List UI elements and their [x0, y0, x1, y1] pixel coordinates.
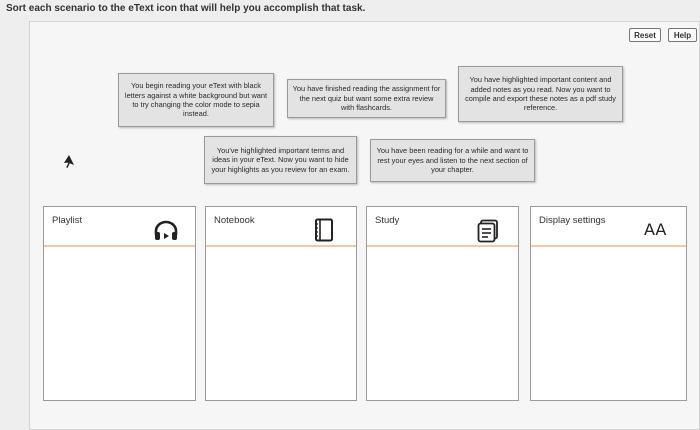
scenario-card-sepia[interactable]: You begin reading your eText with black letters against a white background but want to try changing the color mode to sepia instead. [118, 73, 274, 127]
bin-header [367, 207, 518, 247]
help-button[interactable]: Help [668, 28, 697, 42]
instructions-text: Sort each scenario to the eText icon that will help you accomplish that task. [6, 3, 366, 14]
scenario-card-export[interactable]: You have highlighted important content and added notes as you read. Now you want to compile and export these notes as a pdf study reference. [458, 66, 623, 122]
flashcards-icon [477, 219, 499, 243]
scenario-card-listen[interactable]: You have been reading for a while and want to rest your eyes and listen to the next section of your chapter. [370, 139, 535, 182]
drop-zone-playlist[interactable] [43, 206, 196, 401]
scenario-card-flashcards[interactable]: You have finished reading the assignment for the next quiz but want some extra review with flashcards. [287, 79, 446, 118]
bin-header [531, 207, 686, 247]
drop-zone-notebook[interactable] [205, 206, 357, 401]
drop-zone-study[interactable] [366, 206, 519, 401]
notebook-icon [314, 218, 334, 242]
mouse-cursor-icon [63, 155, 75, 169]
bin-header [206, 207, 356, 247]
headphones-icon [153, 220, 179, 242]
bin-label-study: Study [375, 215, 400, 226]
font-size-icon [644, 213, 666, 242]
bin-label-notebook: Notebook [214, 215, 255, 226]
font-size-icon-text: AA [644, 220, 667, 239]
bin-header [44, 207, 195, 247]
reset-button[interactable]: Reset [629, 28, 661, 42]
drop-zone-display-settings[interactable] [530, 206, 687, 401]
bin-label-playlist: Playlist [52, 215, 83, 226]
scenario-card-hide-highlights[interactable]: You've highlighted important terms and ideas in your eText. Now you want to hide your highlights as you review for an exam. [204, 136, 357, 184]
bin-label-display-settings: Display settings [539, 215, 606, 226]
